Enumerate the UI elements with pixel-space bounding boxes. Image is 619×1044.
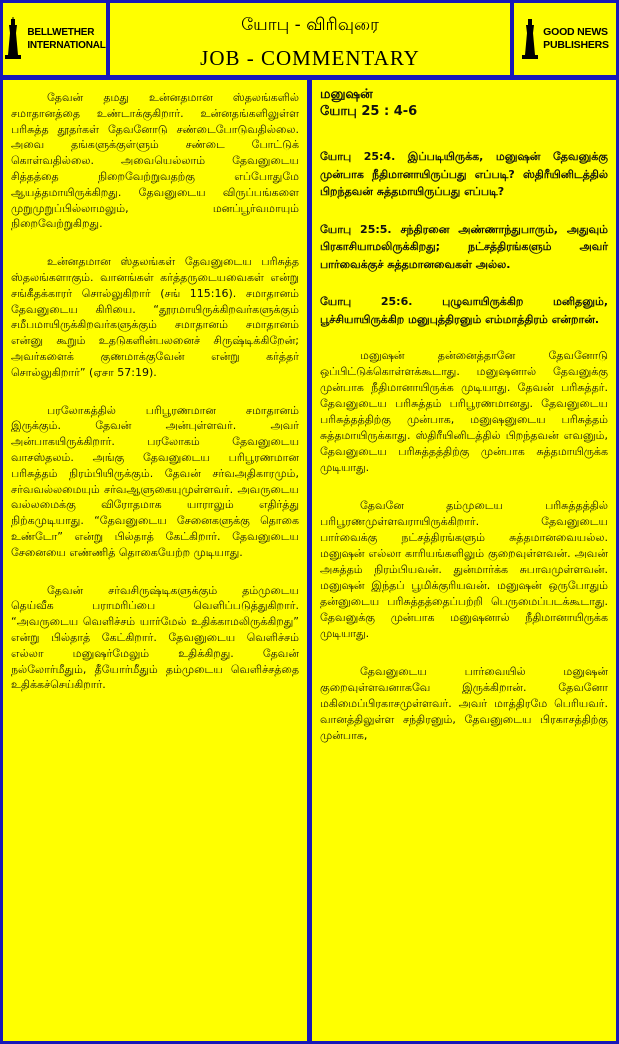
right-paragraph: தேவனுடைய பார்வையில் மனுஷன் குறைவுள்ளவனாகவே இருக்கிறான். தேவனோ மகிமைப்பிரகாசமுள்ளவர். அவர் மாத்திரமே பெரியவர். வானத்திலுள்ள சந்திரனும், தேவனுடைய பிரகாசத்திற்கு முன்பாக, [320, 665, 608, 742]
title-box [110, 3, 510, 75]
bellwether-logo [3, 3, 106, 75]
right-paragraph: மனுஷன் தன்னைத்தானே தேவனோடு ஒப்பிட்டுக்கொள்ளக்கூடாது. மனுஷனால் தேவனுக்கு முன்பாக நீதிமானாயிருக்க முடியாது. தேவன் பரிசுத்தர். தேவனுடைய பரிசுத்தம் பரிபூரணமானது. தேவனுடைய பரிசுத்தத்திற்கு முன்பாக, மனுஷனுடைய பரிசுத்தம் சுத்தமாயிருக்காது. ஸ்திரீயினிடத்தில் பிறந்தவன் எவனும், தேவனுடைய பரிசுத்தத்திற்கு முன்பாக சுத்தமாயிருக்க முடியாது. [320, 349, 608, 474]
logo-right-line2: PUBLISHERS [543, 39, 609, 51]
right-paragraph: தேவனே தம்முடைய பரிசுத்தத்தில் பரிபூரணமுள்ளவராயிருக்கிறார். தேவனுடைய பார்வைக்கு நட்சத்திரங்களும் சுத்தமானவையல்ல. மனுஷன் எல்லா காரியங்களிலும் குறைவுள்ளவன். அவன் அசுத்தம் நிரம்பியவன். துன்மார்க்க சுபாவமுள்ளவன். மனுஷன் இந்தப் பூமிக்குரியவன். மனுஷன் ஒருபோதும் தன்னுடைய பரிசுத்தத்தைப்பற்றி பெருமைப்படக்கூடாது. தேவனுக்கு முன்பாக மனுஷனால் நீதிமானாயிருக்க முடியாது. [320, 499, 608, 640]
scripture-verse: யோபு 25:5. சந்திரனை அண்ணாந்துபாரும், அதுவும் பிரகாசியாமலிருக்கிறது; நட்சத்திரங்களும் அவர் பார்வைக்குச் சுத்தமானவைகள் அல்ல. [320, 222, 608, 271]
scripture-verse: யோபு 25:4. இப்படியிருக்க, மனுஷன் தேவனுக்கு முன்பாக நீதிமானாயிருப்பது எப்படி? ஸ்திரீயினிடத்தில் பிறந்தவன் சுத்தமாயிருப்பது எப்படி? [320, 150, 608, 198]
left-paragraph: பரலோகத்தில் பரிபூரணமான சமாதானம் இருக்கும். தேவன் அன்புள்ளவர். அவர் அன்பாகயிருக்கிறார். பரலோகம் தேவனுடைய வாசஸ்தலம். அங்கு தேவனுடைய பரிபூரணமான பரிசுத்தம் நிரம்பியிருக்கும். தேவன் சர்வஅதிகாரமும், சர்வவல்லமையும் சர்வஆளுகையுமுள்ளவர். அவருடைய வல்லமைக்கு விரோதமாக யாராலும் எதிர்த்து நிற்கமுடியாது. “தேவனுடைய சேனைகளுக்கு தொகை உண்டோ” என்று பில்தாத் கேட்கிறார். தேவனுடைய சேனையை எண்ணித் தொகையேற்ற முடியாது. [11, 403, 299, 559]
good-news-logo [514, 3, 616, 75]
section-title: மனுஷன் [320, 87, 373, 102]
scripture-verse: யோபு 25:6. புழுவாயிருக்கிற மனிதனும், பூச்சியாயிருக்கிற மனுபுத்திரனும் எம்மாத்திரம் என்றான். [320, 295, 608, 326]
title-english: JOB - COMMENTARY [200, 46, 420, 70]
tower-icon [3, 17, 23, 61]
logo-right-line1: GOOD NEWS [543, 26, 608, 38]
left-column [3, 80, 307, 1041]
logo-left-line2: INTERNATIONAL [27, 40, 106, 51]
title-tamil: யோபு - விரிவுரை [241, 15, 379, 35]
section-reference: யோபு 25 : 4-6 [320, 104, 418, 119]
right-column [312, 80, 616, 1041]
left-paragraph: தேவன் சர்வசிருஷ்டிகளுக்கும் தம்முடைய தெய்வீக பராமரிப்பை வெளிப்படுத்துகிறார். “அவருடைய வெளிச்சம் யார்மேல் உதிக்காமலிருக்கிறது” என்று பில்தாத் கேட்கிறார். தேவனுடைய வெளிச்சம் எல்லா மனுஷர்மேலும் உதிக்கிறது. தேவன் நல்லோர்மீதும், தீயோர்மீதும் தம்முடைய வெளிச்சத்தை உதிக்கச்செய்கிறார். [11, 583, 299, 692]
section-heading [320, 86, 608, 120]
left-paragraph: தேவன் தமது உன்னதமான ஸ்தலங்களில் சமாதானத்தை உண்டாக்குகிறார். உன்னதங்களிலுள்ள பரிசுத்த தூதர்கள் தேவனோடு சண்டைபோடுவதில்லை. அவை தங்களுக்குள்ளும் சண்டை போட்டுக் கொள்வதில்லை. அவையெல்லாம் தேவனுடைய சித்தத்தை நிறைவேற்றுவதற்கு எப்போதுமே ஆயத்தமாயிருக்கிறது. தேவனுடைய விருப்பங்களை முறுமுறுப்பில்லாமலும், மனப்பூர்வமாயும் நிறைவேற்றுகிறது. [11, 91, 299, 231]
tower-icon [521, 17, 539, 61]
logo-left-line1: BELLWETHER [27, 27, 95, 38]
left-paragraph: உன்னதமான ஸ்தலங்கள் தேவனுடைய பரிசுத்த ஸ்தலங்களாகும். வானங்கள் கர்த்தருடையவைகள் என்று சங்கீதக்காரர் சொல்லுகிறார் (சங் 115:16). சமாதானம் தேவனுடைய கிரியை. “தூரமாயிருக்கிறவர்களுக்கும் சமீபமாயிருக்கிறவர்களுக்கும் சமாதானம் சமாதானம் என்னு கூறும் உதடுகளின்பலனைச் சிருஷ்டிக்கிறேன்; அவர்களைக் குணமாக்குவேன் என்று கர்த்தர் சொல்லுகிறார்” (ஏசா 57:19). [11, 255, 299, 379]
